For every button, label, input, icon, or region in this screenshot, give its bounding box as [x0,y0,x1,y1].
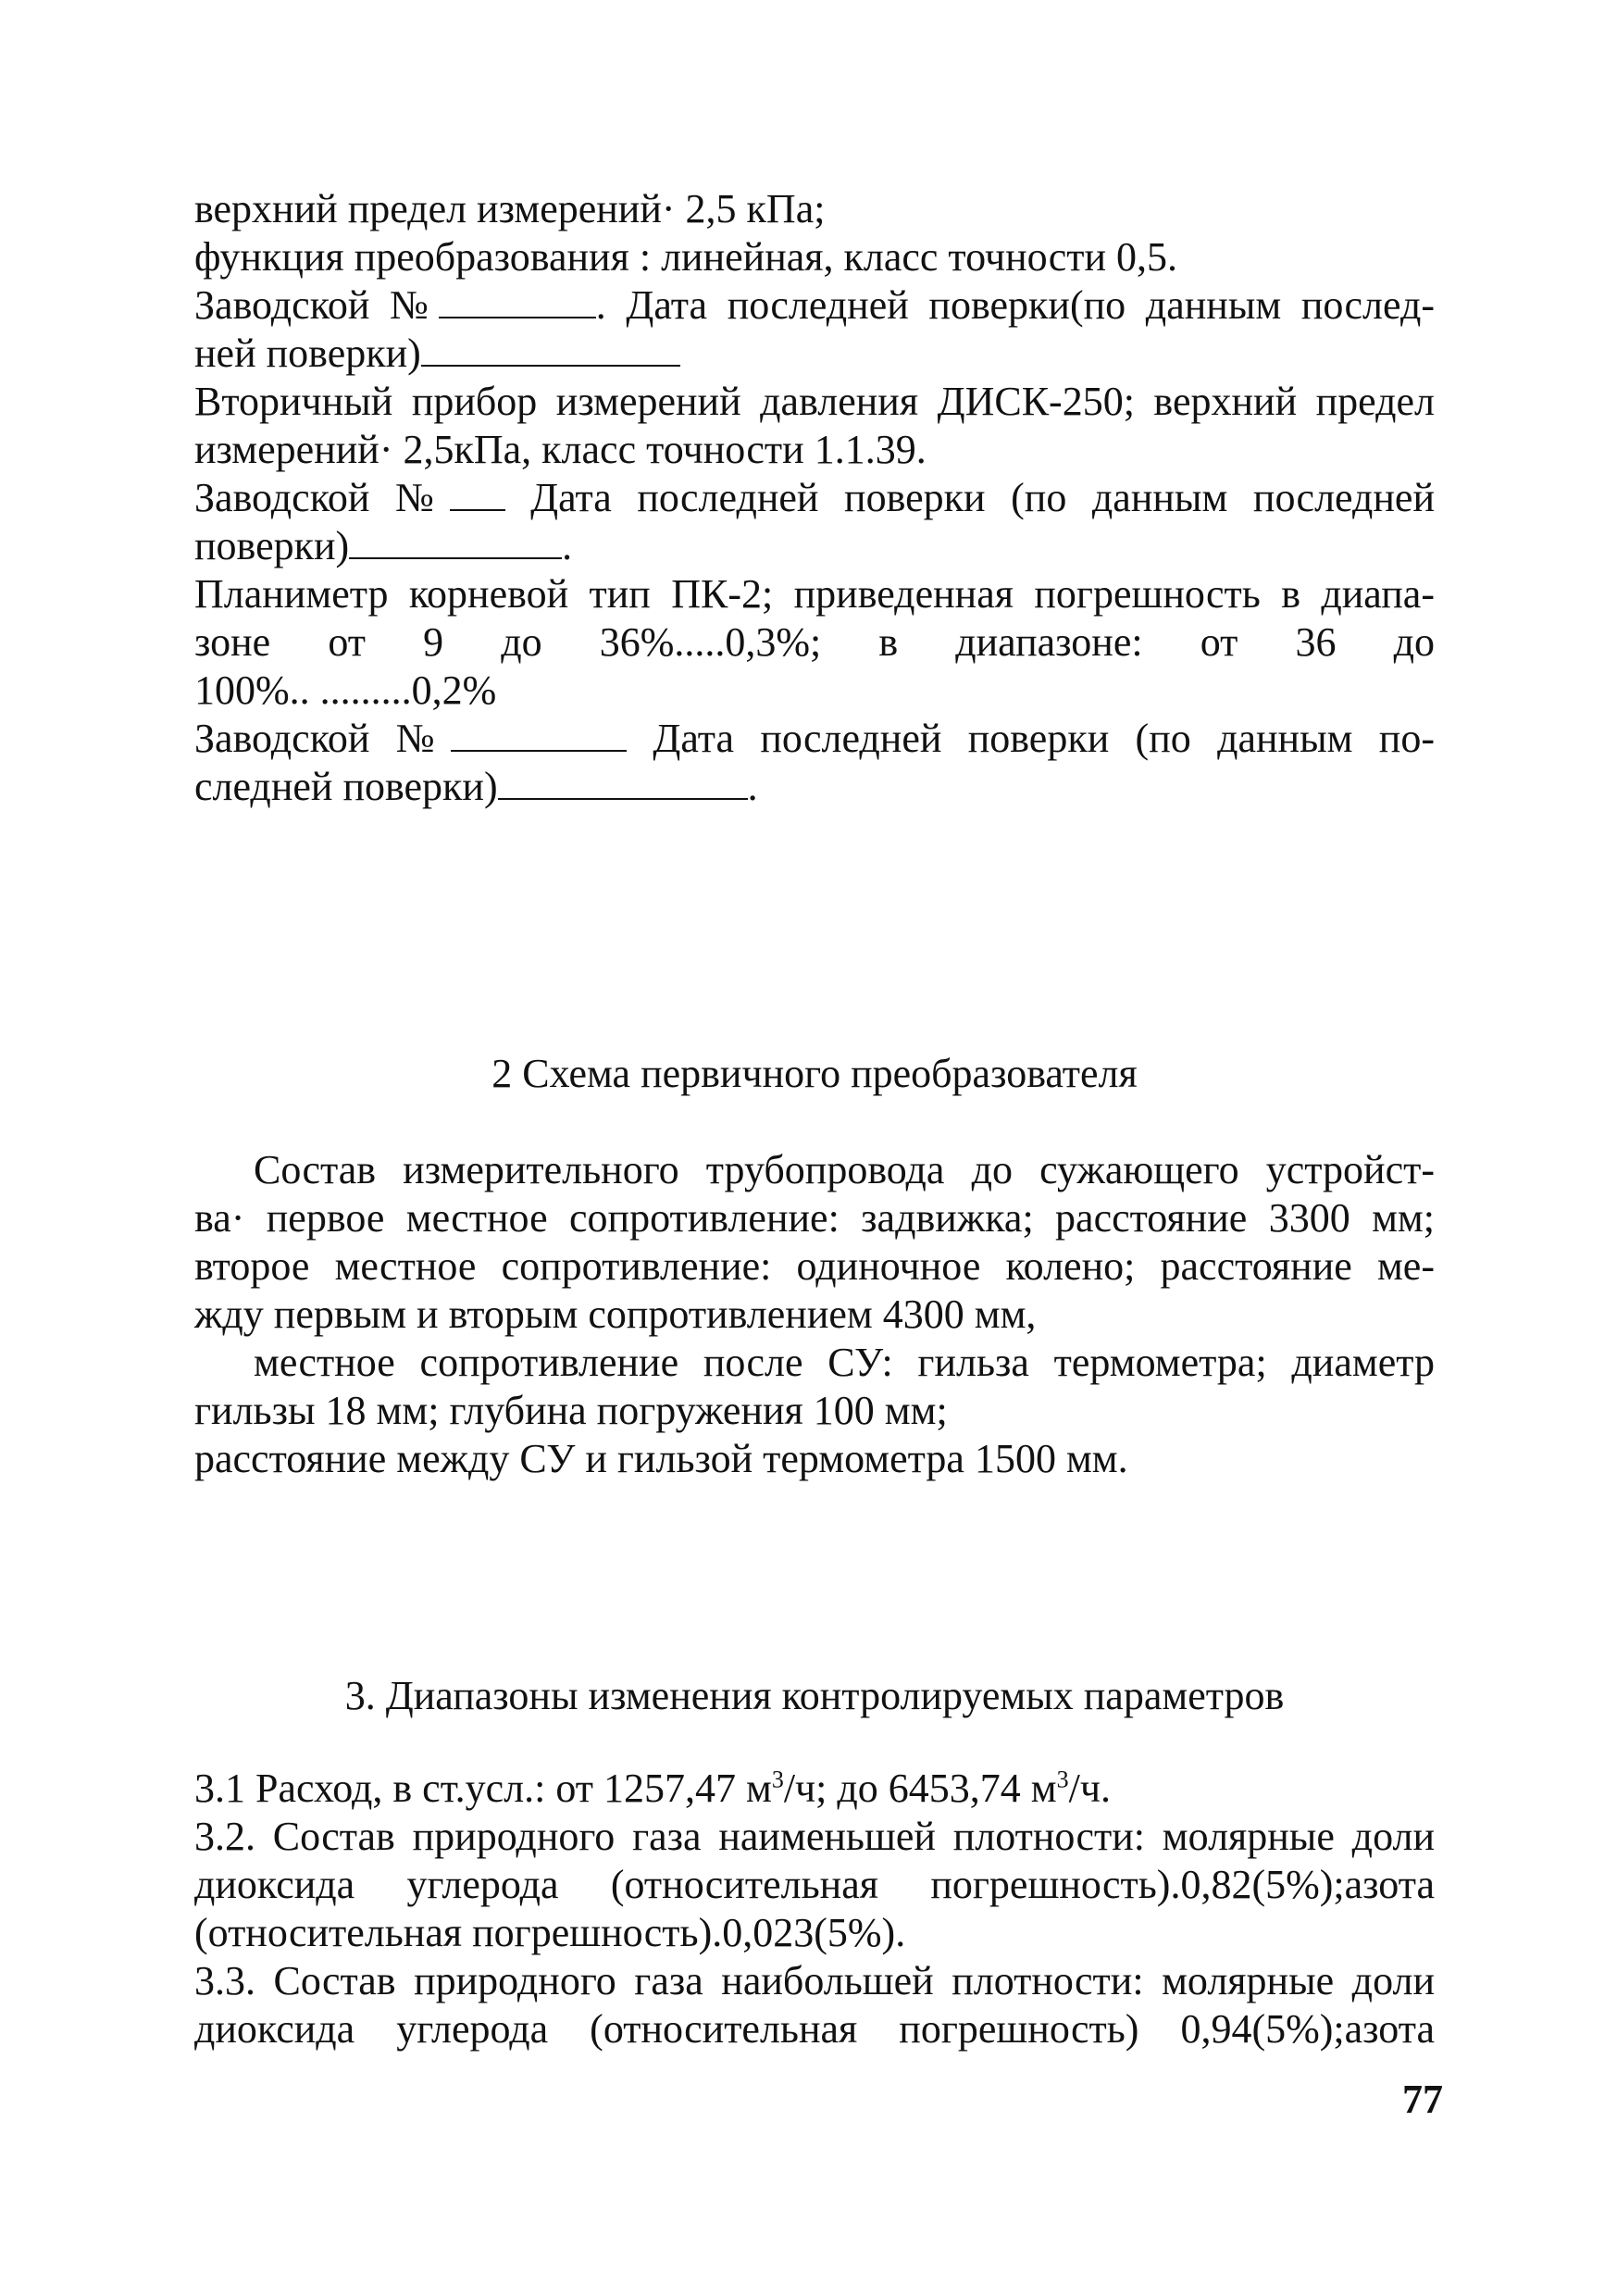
blank-field [439,283,596,318]
blank-field [450,476,505,511]
text-line: расстояние между СУ и гильзой термометра 1500 мм. [194,1436,1128,1481]
text-line: Вторичный прибор измерений давления ДИСК-250; верхний предел [194,379,1435,424]
text-segment: . [562,523,573,568]
text-line [194,281,1435,330]
text-segment: Заводской № [194,716,451,761]
text-line: диоксида углерода (относительная погрешность).0,82(5%);азота [194,1862,1435,1907]
text-line [194,474,1435,522]
text-segment: ней поверки) [194,331,421,376]
text-line: измерений· 2,5кПа, класс точности 1.1.39. [194,427,927,472]
text-line [194,763,1435,811]
text-segment: поверки) [194,523,350,568]
blank-field [451,717,627,752]
text-segment: следней поверки) [194,764,498,809]
text-line: функция преобразования : линейная, класс точности 0,5. [194,234,1178,280]
superscript: 3 [771,1766,784,1793]
text-segment: /ч. [1068,1766,1111,1811]
text-line: зоне от 9 до 36%.....0,3%; в диапазоне: от 36 до [194,619,1435,665]
text-line: Состав измерительного трубопровода до сужающего устройст- [254,1147,1435,1192]
text-line: диоксида углерода (относительная погрешность) 0,94(5%);азота [194,2006,1435,2052]
text-line [194,522,1435,570]
text-line: (относительная погрешность).0,023(5%). [194,1910,906,1955]
text-line: гильзы 18 мм; глубина погружения 100 мм; [194,1388,948,1433]
text-line: 3.3. Состав природного газа наибольшей плотности: молярные доли [194,1958,1435,2003]
text-line: верхний предел измерений· 2,5 кПа; [194,186,826,231]
text-segment: Дата последней поверки (по данным по- [627,716,1435,761]
text-line: жду первым и вторым сопротивлением 4300 мм, [194,1292,1037,1337]
text-line [194,330,1435,378]
text-segment: Дата последней поверки (по данным последней [504,475,1435,520]
blank-field [421,331,680,367]
page-number: 77 [1402,2077,1443,2122]
text-line: местное сопротивление после СУ: гильза термометра; диаметр [254,1340,1435,1385]
blank-field [349,524,562,559]
text-line: ва· первое местное сопротивление: задвижка; расстояние 3300 мм; [194,1195,1435,1241]
text-segment: Заводской № [194,475,450,520]
blank-field [498,765,748,800]
text-segment: Заводской № [194,282,439,328]
section-heading: 2 Схема первичного преобразователя [491,1051,1138,1096]
text-segment: /ч; до 6453,74 м [783,1766,1057,1811]
section-heading: 3. Диапазоны изменения контролируемых параметров [344,1673,1285,1718]
text-line: Планиметр корневой тип ПК-2; приведенная погрешность в диапа- [194,571,1435,617]
text-line: 100%.. .........0,2% [194,668,497,713]
text-line [194,715,1435,763]
superscript: 3 [1056,1766,1069,1793]
text-segment: . [747,764,758,809]
text-line: 3.2. Состав природного газа наименьшей плотности: молярные доли [194,1814,1435,1859]
text-segment: 3.1 Расход, в ст.усл.: от 1257,47 м [194,1766,772,1811]
text-line [194,1765,1435,1813]
text-segment: . Дата последней поверки(по данным послед- [595,282,1435,328]
text-line: второе местное сопротивление: одиночное колено; расстояние ме- [194,1243,1435,1289]
